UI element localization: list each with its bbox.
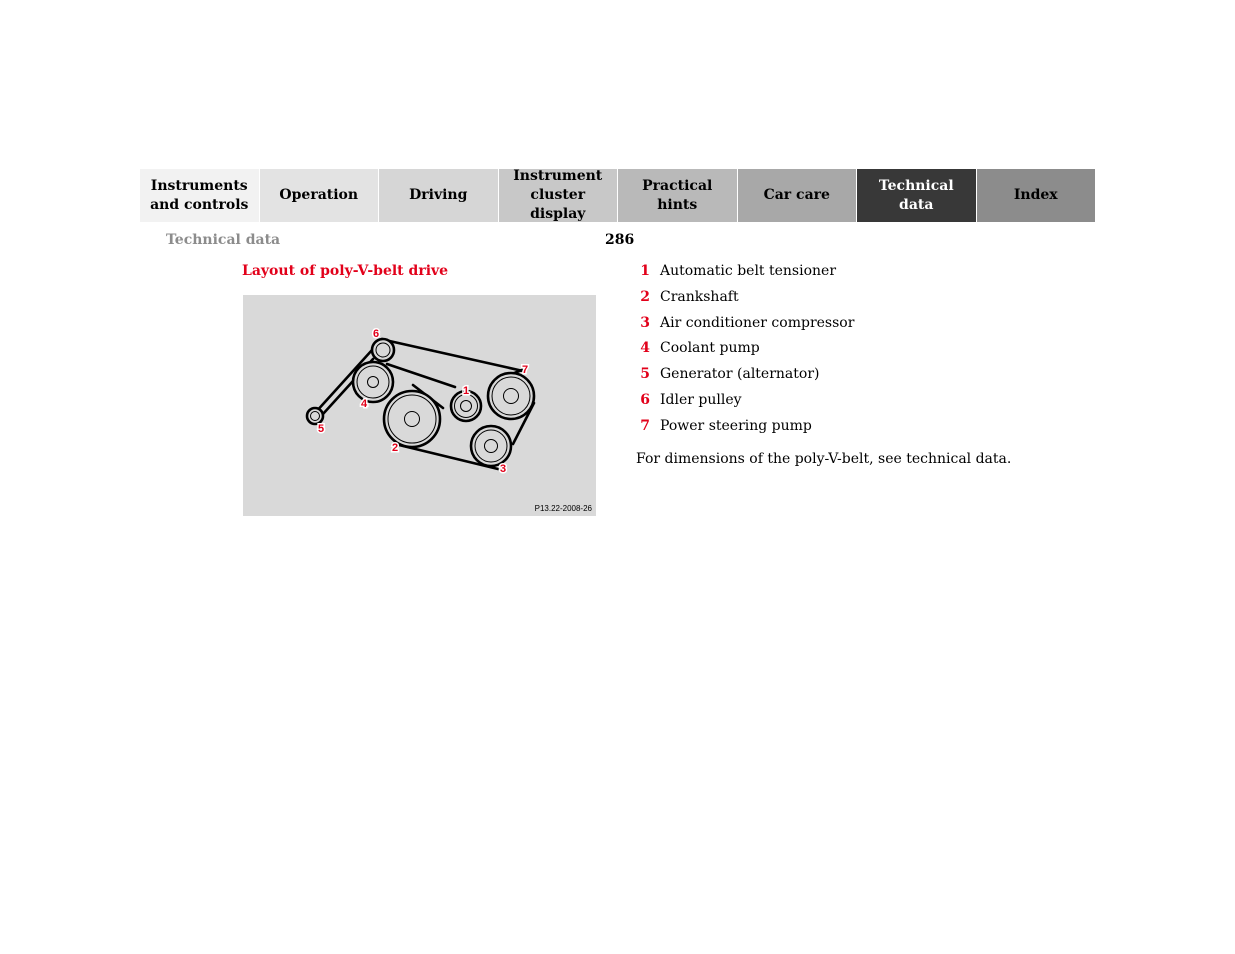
legend-number: 3 bbox=[640, 314, 650, 331]
callout-4: 4 bbox=[360, 398, 368, 410]
callout-6: 6 bbox=[372, 328, 380, 340]
legend-number: 2 bbox=[640, 288, 650, 305]
tab-index[interactable]: Index bbox=[977, 169, 1096, 222]
legend-text: Power steering pump bbox=[660, 417, 812, 434]
legend-number: 5 bbox=[640, 366, 650, 383]
legend-number: 4 bbox=[640, 340, 650, 357]
chapter-tabs bbox=[140, 169, 1095, 222]
legend-text: Coolant pump bbox=[660, 340, 760, 357]
legend-item bbox=[636, 263, 1056, 289]
legend-number: 6 bbox=[640, 391, 650, 408]
tab-instruments-and-controls[interactable]: Instruments and controls bbox=[140, 169, 260, 222]
legend-list bbox=[636, 263, 1056, 444]
generator-pulley bbox=[307, 408, 323, 424]
crankshaft-pulley bbox=[384, 391, 440, 447]
callout-1: 1 bbox=[462, 385, 470, 397]
legend-text: Generator (alternator) bbox=[660, 366, 820, 383]
dimensions-note: For dimensions of the poly-V-belt, see technical data. bbox=[636, 451, 1012, 467]
figure-reference: P13.22-2008-26 bbox=[534, 504, 592, 513]
callout-7: 7 bbox=[521, 364, 529, 376]
tab-technical-data[interactable]: Technical data bbox=[857, 169, 977, 222]
tab-driving[interactable]: Driving bbox=[379, 169, 499, 222]
legend-item bbox=[636, 289, 1056, 315]
idler-pulley bbox=[372, 339, 394, 361]
legend-number: 7 bbox=[640, 417, 650, 434]
legend-item bbox=[636, 366, 1056, 392]
page-number: 286 bbox=[605, 232, 635, 248]
power-steering-pump-pulley bbox=[488, 373, 534, 419]
legend-text: Automatic belt tensioner bbox=[660, 263, 837, 279]
callout-2: 2 bbox=[391, 442, 399, 454]
section-title: Layout of poly-V-belt drive bbox=[242, 263, 449, 279]
tab-car-care[interactable]: Car care bbox=[738, 169, 858, 222]
callout-3: 3 bbox=[499, 463, 507, 475]
tab-instrument-cluster-display[interactable]: Instrument cluster display bbox=[499, 169, 619, 222]
legend-text: Idler pulley bbox=[660, 391, 742, 408]
ac-compressor-pulley bbox=[471, 426, 511, 466]
legend-item bbox=[636, 392, 1056, 418]
belt-drive-diagram bbox=[243, 295, 596, 516]
belt-drive-figure bbox=[243, 295, 596, 516]
legend-item bbox=[636, 418, 1056, 444]
coolant-pump-pulley bbox=[353, 362, 393, 402]
legend-item bbox=[636, 315, 1056, 341]
tab-operation[interactable]: Operation bbox=[260, 169, 380, 222]
legend-text: Crankshaft bbox=[660, 288, 739, 305]
legend-item bbox=[636, 340, 1056, 366]
legend-text: Air conditioner compressor bbox=[660, 314, 855, 331]
legend-number: 1 bbox=[640, 263, 650, 279]
running-header-section: Technical data bbox=[166, 232, 281, 248]
callout-5: 5 bbox=[317, 423, 325, 435]
tab-practical-hints[interactable]: Practical hints bbox=[618, 169, 738, 222]
